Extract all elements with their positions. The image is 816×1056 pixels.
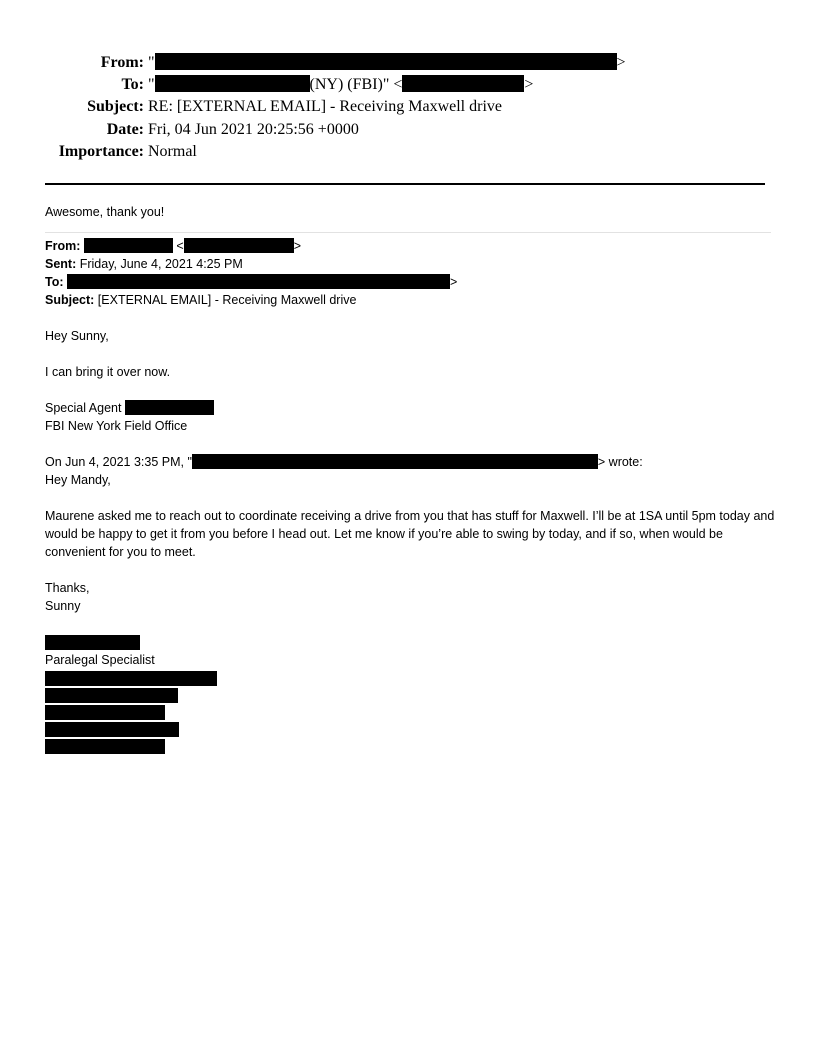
redaction-block xyxy=(45,722,179,737)
greeting-2: Hey Mandy, xyxy=(45,473,111,487)
header-importance-label: Importance: xyxy=(58,142,144,160)
redaction-block xyxy=(155,75,310,92)
wrote-line: On Jun 4, 2021 3:35 PM, " > wrote: xyxy=(45,455,643,469)
header-to-value: " (NY) (FBI)" < > xyxy=(148,76,534,94)
quoted-from-line: From: < > xyxy=(45,239,302,253)
header-subject-label: Subject: xyxy=(87,98,144,116)
redaction-block xyxy=(45,688,178,703)
header-importance-row xyxy=(0,141,816,163)
header-subject-row xyxy=(0,96,816,118)
quoted-subject-line: Subject: [EXTERNAL EMAIL] - Receiving Maxwell drive xyxy=(45,293,357,307)
redaction-block xyxy=(84,238,173,253)
header-date-row xyxy=(0,119,816,141)
redaction-block xyxy=(45,705,165,720)
header-date-label: Date: xyxy=(106,120,144,138)
header-from-value: " > xyxy=(148,54,626,71)
message-line: I can bring it over now. xyxy=(45,365,171,379)
signature-role: Paralegal Specialist xyxy=(45,653,155,667)
message-paragraph: Maurene asked me to reach out to coordinate receiving a drive from you that has stuff for Maxwell. I’ll be at 1SA until 5pm today and would be happy to get it from you before I head out. Let me know if you’re able to swing by today, and if so, when would be convenient for you to meet. xyxy=(45,509,775,559)
redaction-block xyxy=(155,53,617,70)
header-from-row xyxy=(0,52,816,74)
header-to-label: To: xyxy=(121,76,144,94)
redaction-block xyxy=(125,400,214,415)
sender-name: Sunny xyxy=(45,599,81,613)
quoted-to-line: To: > xyxy=(45,275,458,289)
signature-title: Special Agent xyxy=(45,399,775,417)
redaction-block xyxy=(45,739,165,754)
redaction-block xyxy=(67,274,450,289)
redaction-block xyxy=(45,635,140,650)
quote-divider xyxy=(45,232,771,233)
redaction-block xyxy=(402,75,524,92)
header-date-value: Fri, 04 Jun 2021 20:25:56 +0000 xyxy=(148,120,359,138)
redaction-block xyxy=(192,454,598,469)
header-importance-value: Normal xyxy=(148,142,197,160)
redaction-block xyxy=(45,671,217,686)
email-body xyxy=(45,203,775,755)
header-divider xyxy=(45,183,765,185)
reply-text: Awesome, thank you! xyxy=(45,205,165,219)
header-to-row xyxy=(0,74,816,96)
greeting: Hey Sunny, xyxy=(45,329,109,343)
quoted-sent-line: Sent: Friday, June 4, 2021 4:25 PM xyxy=(45,257,243,271)
redaction-block xyxy=(184,238,294,253)
sign-off: Thanks, xyxy=(45,581,90,595)
email-header xyxy=(0,52,816,163)
signature-office: FBI New York Field Office xyxy=(45,419,188,433)
header-from-label: From: xyxy=(100,54,144,71)
header-subject-value: RE: [EXTERNAL EMAIL] - Receiving Maxwell drive xyxy=(148,98,502,116)
